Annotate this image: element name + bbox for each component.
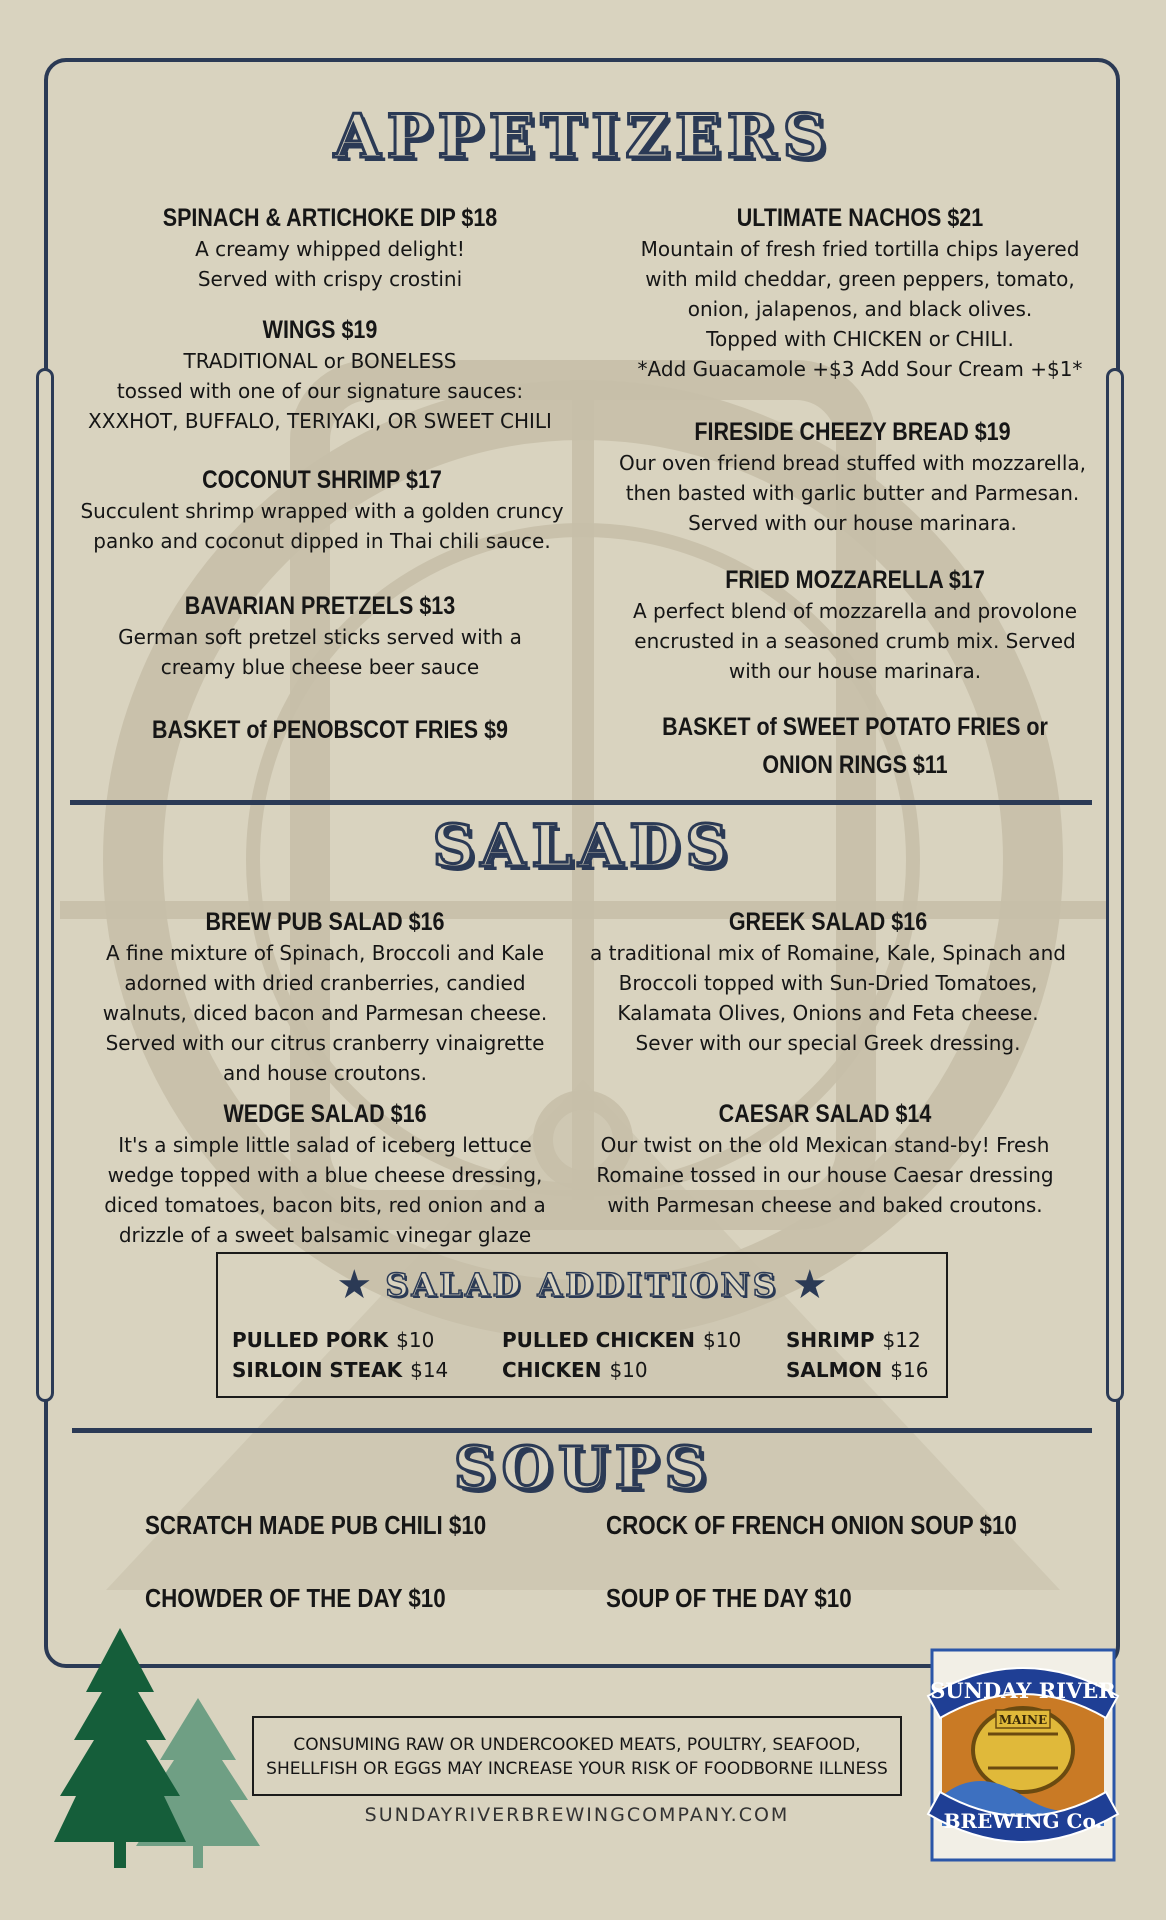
- logo-bottom-text: BREWING Co.: [943, 1809, 1103, 1833]
- menu-item-fried-mozzarella: [590, 564, 1120, 686]
- appetizers-title: APPETIZERS: [334, 102, 832, 172]
- item-name: BASKET of PENOBSCOT FRIES $9: [151, 716, 508, 744]
- item-name: FIRESIDE CHEEZY BREAD $19: [694, 418, 1011, 446]
- salad-additions-header: [218, 1262, 946, 1308]
- food-safety-disclaimer: [252, 1716, 902, 1796]
- menu-item-spinach-dip: [70, 202, 590, 294]
- item-name: ULTIMATE NACHOS $21: [736, 204, 984, 232]
- item-name: BASKET of SWEET POTATO FRIES or: [662, 713, 1048, 741]
- item-name: GREEK SALAD $16: [728, 908, 928, 936]
- item-desc: German soft pretzel sticks served with a creamy blue cheese beer sauce: [118, 625, 522, 679]
- item-name: WINGS $19: [262, 316, 378, 344]
- left-rail: [36, 368, 54, 1402]
- soup-item-chowder: CHOWDER OF THE DAY $10: [145, 1583, 446, 1613]
- item-name: FRIED MOZZARELLA $17: [725, 566, 985, 594]
- divider-appetizers-salads: [70, 800, 1092, 805]
- addition-pulled-chicken: PULLED CHICKEN $10: [502, 1328, 742, 1352]
- menu-item-sweet-potato-fries: [590, 708, 1120, 784]
- logo-middle-text: MAINE: [998, 1713, 1048, 1727]
- menu-item-wings: [60, 314, 580, 436]
- item-desc: Our oven friend bread stuffed with mozzarella, then basted with garlic butter and Parmesan. Served with our house marinara.: [618, 451, 1086, 535]
- addition-sirloin-steak: SIRLOIN STEAK $14: [232, 1358, 449, 1382]
- divider-salads-soups: [72, 1428, 1092, 1433]
- pine-trees-illustration: [50, 1620, 260, 1870]
- star-icon: ★: [791, 1262, 828, 1308]
- addition-chicken: CHICKEN $10: [502, 1358, 648, 1382]
- menu-item-pretzels: [60, 590, 580, 682]
- item-name-line2: ONION RINGS $11: [762, 751, 948, 779]
- website-link[interactable]: SUNDAYRIVERBREWINGCOMPANY.COM: [364, 1804, 790, 1826]
- menu-item-penobscot-fries: [70, 714, 590, 746]
- item-name: BREW PUB SALAD $16: [205, 908, 445, 936]
- salad-additions-title: SALAD ADDITIONS: [385, 1266, 779, 1304]
- item-desc: Our twist on the old Mexican stand-by! Fresh Romaine tossed in our house Caesar dressing with Parmesan cheese and baked croutons.: [596, 1133, 1054, 1217]
- menu-item-nachos: [590, 202, 1130, 384]
- item-name: BAVARIAN PRETZELS $13: [184, 592, 456, 620]
- salads-title: SALADS: [432, 812, 734, 880]
- soup-item-soup-of-day: SOUP OF THE DAY $10: [606, 1583, 852, 1613]
- item-desc: a traditional mix of Romaine, Kale, Spinach and Broccoli topped with Sun-Dried Tomatoes, Kalamata Olives, Onions and Feta cheese. Sever with our special Greek dressing.: [590, 941, 1066, 1055]
- item-desc: TRADITIONAL or BONELESS tossed with one of our signature sauces: XXXHOT, BUFFALO, TERIYAKI, OR SWEET CHILI: [88, 349, 552, 433]
- sunday-river-brewing-logo: [918, 1646, 1128, 1864]
- logo-top-text: SUNDAY RIVER: [930, 1678, 1116, 1703]
- item-desc: Succulent shrimp wrapped with a golden cruncy panko and coconut dipped in Thai chili sauce.: [80, 499, 564, 553]
- menu-item-cheezy-bread: [590, 416, 1115, 538]
- menu-item-caesar-salad: [580, 1098, 1070, 1220]
- menu-item-coconut-shrimp: [62, 464, 582, 556]
- item-name: SPINACH & ARTICHOKE DIP $18: [162, 204, 498, 232]
- star-icon: ★: [336, 1262, 373, 1308]
- item-name: COCONUT SHRIMP $17: [202, 466, 442, 494]
- addition-shrimp: SHRIMP $12: [786, 1328, 921, 1352]
- disclaimer-line-2: SHELLFISH OR EGGS MAY INCREASE YOUR RISK OF FOODBORNE ILLNESS: [266, 1759, 888, 1779]
- soup-item-french-onion: CROCK OF FRENCH ONION SOUP $10: [606, 1510, 1017, 1540]
- menu-item-wedge-salad: [70, 1098, 580, 1250]
- item-name: WEDGE SALAD $16: [223, 1100, 427, 1128]
- menu-item-brew-pub-salad: [70, 906, 580, 1088]
- item-desc: A fine mixture of Spinach, Broccoli and Kale adorned with dried cranberries, candied walnuts, diced bacon and Parmesan cheese. Served with our citrus cranberry vinaigrette and house croutons.: [102, 941, 548, 1085]
- addition-salmon: SALMON $16: [786, 1358, 929, 1382]
- addition-pulled-pork: PULLED PORK $10: [232, 1328, 435, 1352]
- item-desc: It's a simple little salad of iceberg lettuce wedge topped with a blue cheese dressing, diced tomatoes, bacon bits, red onion and a drizzle of a sweet balsamic vinegar glaze: [104, 1133, 546, 1247]
- menu-item-greek-salad: [578, 906, 1078, 1058]
- item-desc: A creamy whipped delight! Served with crispy crostini: [195, 237, 465, 291]
- disclaimer-line-1: CONSUMING RAW OR UNDERCOOKED MEATS, POULTRY, SEAFOOD,: [293, 1735, 861, 1755]
- item-desc: A perfect blend of mozzarella and provolone encrusted in a seasoned crumb mix. Served with our house marinara.: [632, 599, 1078, 683]
- item-desc: Mountain of fresh fried tortilla chips layered with mild cheddar, green peppers, tomato, onion, jalapenos, and black olives. Topped with CHICKEN or CHILI. *Add Guacamole +$3 Add Sour Cream +$1*: [637, 237, 1083, 381]
- item-name: CAESAR SALAD $14: [718, 1100, 932, 1128]
- soups-title: SOUPS: [453, 1434, 713, 1502]
- salad-additions-box: [216, 1252, 948, 1398]
- soup-item-pub-chili: SCRATCH MADE PUB CHILI $10: [145, 1510, 487, 1540]
